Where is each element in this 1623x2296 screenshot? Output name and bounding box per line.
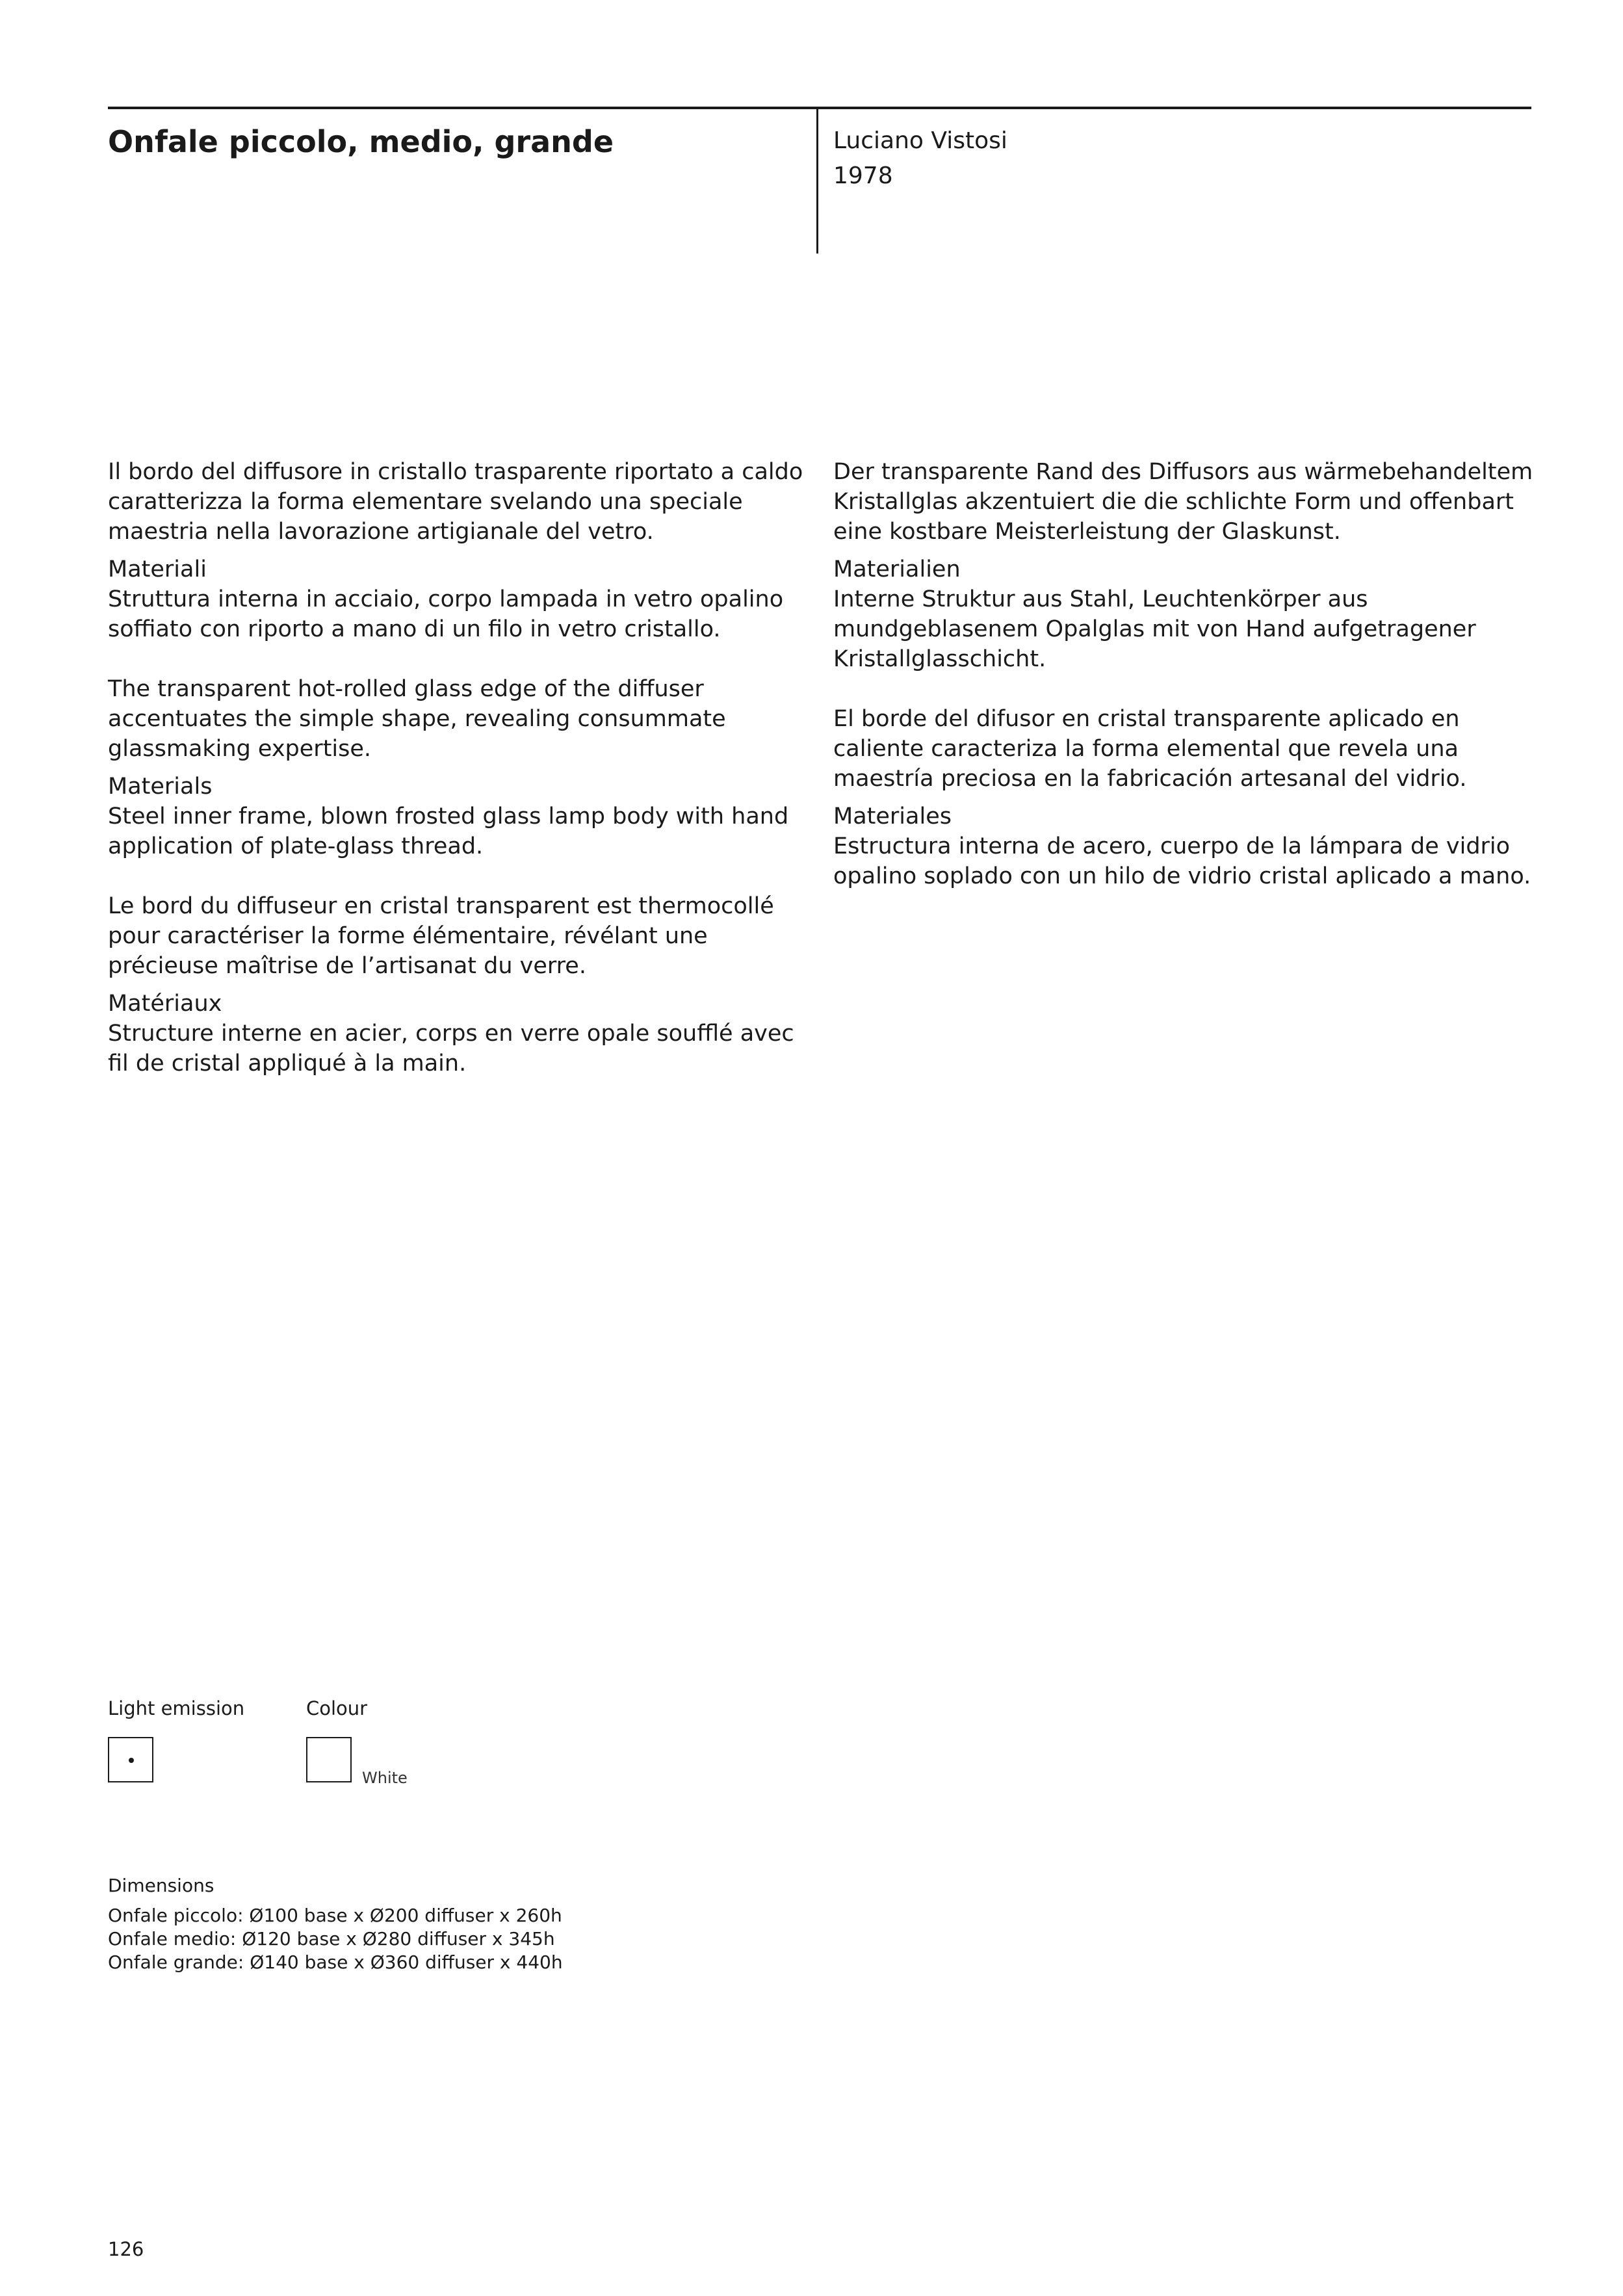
materials-text: Steel inner frame, blown frosted glass lamp body with hand application of plate-glass thread. xyxy=(108,803,789,859)
dimensions-section xyxy=(108,1874,563,1974)
description-text: El borde del difusor en cristal transparente aplicado en caliente caracteriza la forma elemental que revela una maestría preciosa en la fabricación artesanal del vidrio. xyxy=(833,706,1467,792)
materials-heading: Matériaux xyxy=(108,991,222,1017)
colour-swatch xyxy=(306,1737,352,1782)
language-block-german xyxy=(833,457,1548,674)
dimensions-title: Dimensions xyxy=(108,1875,214,1896)
colour-label: Colour xyxy=(306,1697,368,1719)
emission-dot-icon xyxy=(129,1758,134,1763)
description-text: Il bordo del diffusore in cristallo trasparente riportato a caldo caratterizza la forma elementare svelando una speciale maestria nella lavorazione artigianale del vetro. xyxy=(108,459,803,545)
colour-name: White xyxy=(362,1769,408,1787)
materials-text: Interne Struktur aus Stahl, Leuchtenkörper aus mundgeblasenem Opalglas mit von Hand aufgetragener Kristallglasschicht. xyxy=(833,586,1476,672)
dimension-line-piccolo: Onfale piccolo: Ø100 base x Ø200 diffuser x 260h xyxy=(108,1905,562,1926)
materials-text: Structure interne en acier, corps en verre opale soufflé avec fil de cristal appliqué à la main. xyxy=(108,1021,794,1076)
language-block-spanish xyxy=(833,704,1548,891)
header-divider xyxy=(816,108,818,254)
description-text: The transparent hot-rolled glass edge of the diffuser accentuates the simple shape, revealing consummate glassmaking expertise. xyxy=(108,676,726,762)
materials-text: Struttura interna in acciaio, corpo lampada in vetro opalino soffiato con riporto a mano di un filo in vetro cristallo. xyxy=(108,586,784,642)
materials-heading: Materiales xyxy=(833,803,952,829)
language-block-english xyxy=(108,674,810,861)
dimension-line-grande: Onfale grande: Ø140 base x Ø360 diffuser x 440h xyxy=(108,1951,563,1973)
materials-heading: Materials xyxy=(108,774,213,800)
description-text: Le bord du diffuseur en cristal transparent est thermocollé pour caractériser la forme élémentaire, révélant une précieuse maîtrise de l’artisanat du verre. xyxy=(108,893,774,979)
light-emission-icon xyxy=(108,1737,153,1782)
header-rule xyxy=(108,107,1531,109)
description-column-left xyxy=(108,457,810,1078)
page-number: 126 xyxy=(108,2238,144,2260)
materials-heading: Materiali xyxy=(108,556,207,582)
designer-info xyxy=(833,124,1007,194)
description-column-right xyxy=(833,457,1548,891)
dimension-line-medio: Onfale medio: Ø120 base x Ø280 diffuser x 345h xyxy=(108,1928,555,1950)
language-block-french xyxy=(108,891,810,1078)
design-year: 1978 xyxy=(833,163,893,189)
description-text: Der transparente Rand des Diffusors aus wärmebehandeltem Kristallglas akzentuiert die die schlichte Form und offenbart eine kostbare Meisterleistung der Glaskunst. xyxy=(833,459,1533,545)
materials-text: Estructura interna de acero, cuerpo de la lámpara de vidrio opalino soplado con un hilo de vidrio cristal aplicado a mano. xyxy=(833,833,1531,889)
language-block-italian xyxy=(108,457,810,644)
materials-heading: Materialien xyxy=(833,556,961,582)
designer-name: Luciano Vistosi xyxy=(833,127,1007,154)
product-title: Onfale piccolo, medio, grande xyxy=(108,124,614,159)
light-emission-label: Light emission xyxy=(108,1697,245,1719)
